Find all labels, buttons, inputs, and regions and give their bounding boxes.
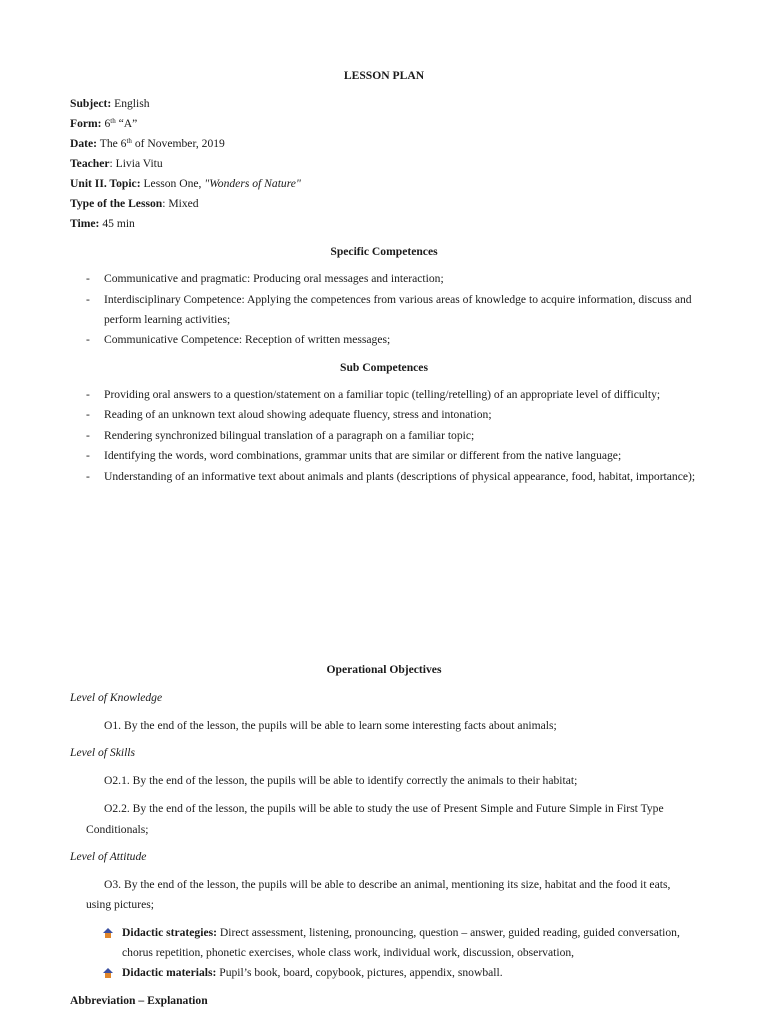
page-title: LESSON PLAN (343, 69, 425, 82)
arrow-bullet-icon (102, 967, 114, 979)
objective-o22-continuation: Conditionals; (86, 823, 149, 836)
unit-line: Unit II. Topic: Lesson One, "Wonders of Nature" (70, 177, 301, 190)
objective-o21: O2.1. By the end of the lesson, the pupils will be able to identify correctly the animals to their habitat; (104, 774, 578, 787)
objective-o3-continuation: using pictures; (86, 898, 154, 911)
level-attitude-label: Level of Attitude (70, 850, 147, 863)
objective-o22: O2.2. By the end of the lesson, the pupils will be able to study the use of Present Simple and Future Simple in First Type (104, 802, 664, 815)
operational-heading: Operational Objectives (326, 663, 442, 676)
date-line: Date: The 6th of November, 2019 (70, 137, 225, 150)
didactic-strategies: Didactic strategies: Direct assessment, listening, pronouncing, question – answer, guided reading, guided conversation, (122, 926, 680, 939)
subject-line: Subject: English (70, 97, 150, 110)
teacher-line: Teacher: Livia Vitu (70, 157, 163, 170)
specific-heading: Specific Competences (330, 245, 438, 258)
time-line: Time: 45 min (70, 217, 135, 230)
abbreviation-heading: Abbreviation – Explanation (70, 994, 208, 1007)
level-skills-label: Level of Skills (70, 746, 136, 759)
level-knowledge-label: Level of Knowledge (70, 691, 163, 704)
sub-heading: Sub Competences (340, 361, 428, 374)
didactic-materials: Didactic materials: Pupil’s book, board, copybook, pictures, appendix, snowball. (122, 966, 503, 979)
objective-o1: O1. By the end of the lesson, the pupils will be able to learn some interesting facts about animals; (104, 719, 557, 732)
objective-o3: O3. By the end of the lesson, the pupils will be able to describe an animal, mentioning its size, habitat and the food it eats, (104, 878, 671, 891)
didactic-strategies-continuation: chorus repetition, phonetic exercises, whole class work, individual work, discussion, observation, (122, 946, 575, 959)
type-line: Type of the Lesson: Mixed (70, 197, 199, 210)
arrow-bullet-icon (102, 927, 114, 939)
form-line: Form: 6th “A” (70, 117, 138, 130)
